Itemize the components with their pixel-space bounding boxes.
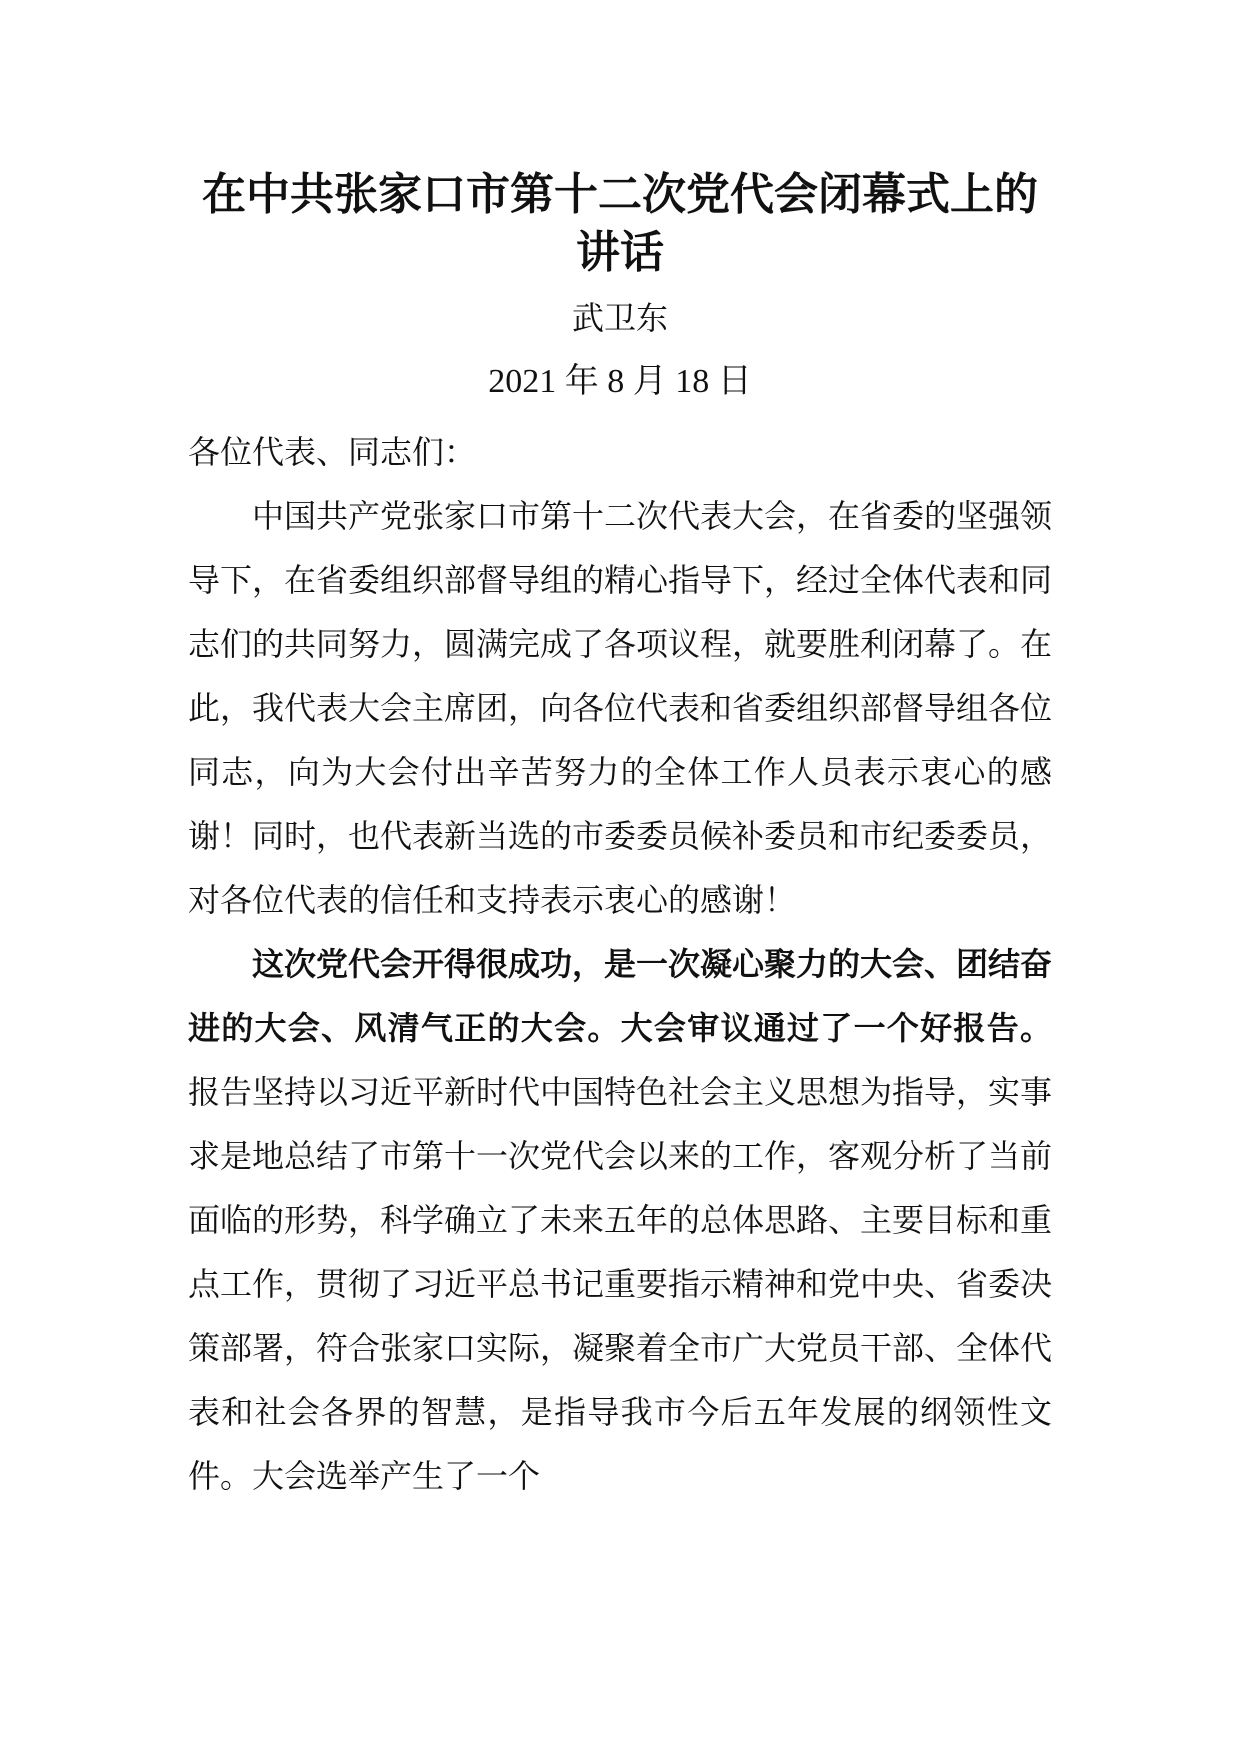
document-title: 在中共张家口市第十二次党代会闭幕式上的讲话 [202,169,1038,278]
paragraph-1: 中国共产党张家口市第十二次代表大会，在省委的坚强领导下，在省委组织部督导组的精心指导下，经过全体代表和同志们的共同努力，圆满完成了各项议程，就要胜利闭幕了。在此，我代表大会主席团，向各位代表和省委组织部督导组各位同志，向为大会付出辛苦努力的全体工作人员表示衷心的感谢！同时，也代表新当选的市委委员候补委员和市纪委委员，对各位代表的信任和支持表示衷心的感谢！ [188,497,1053,919]
document-content [188,166,1052,1508]
paragraph-2-bold-lead: 这次党代会开得很成功，是一次凝心聚力的大会、团结奋进的大会、风清气正的大会。大会审议通过了一个好报告。 [188,945,1053,1047]
document-author: 武卫东 [571,299,668,337]
paragraph-2-body: 报告坚持以习近平新时代中国特色社会主义思想为指导，实事求是地总结了市第十一次党代会以来的工作，客观分析了当前面临的形势，科学确立了未来五年的总体思路、主要目标和重点工作，贯彻了习近平总书记重要指示精神和党中央、省委决策部署，符合张家口实际，凝聚着全市广大党员干部、全体代表和社会各界的智慧，是指导我市今后五年发展的纲领性文件。大会选举产生了一个 [188,1073,1053,1495]
document-date: 2021 年 8 月 18 日 [488,363,752,400]
paragraph-2 [188,932,1052,1508]
salutation: 各位代表、同志们： [188,433,477,471]
